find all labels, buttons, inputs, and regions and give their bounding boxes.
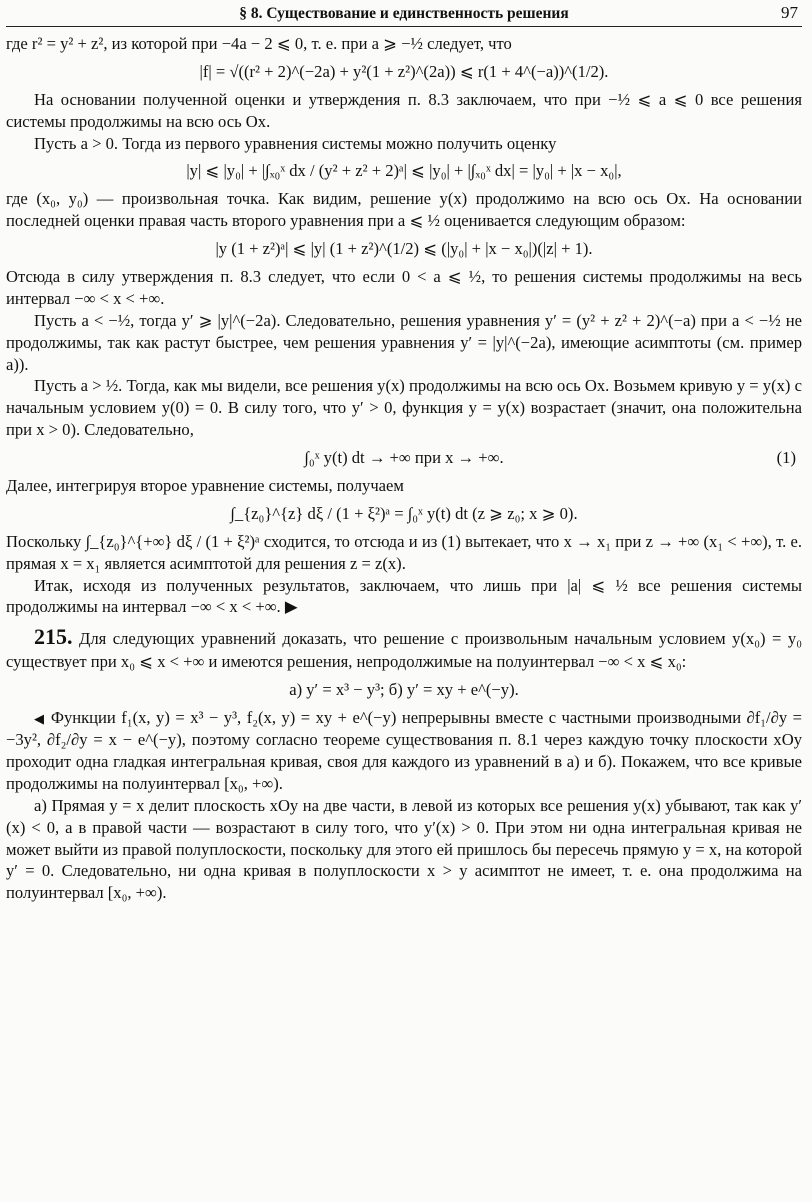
running-header: [6, 0, 802, 27]
page-number: 97: [781, 3, 798, 22]
solution-text: Функции f₁(x, y) = x³ − y³, f₂(x, y) = xy + e^(−y) непрерывны вместе с частными производными ∂f₁/∂y = −3y², ∂f₂/∂y = x − e^(−y), поэтому согласно теореме существования п. 8.1 через каждую точку плоскости xOy проходит одна гладкая интегральная кривая, своя для каждого из уравнений в а) и б). Покажем, что все кривые продолжимы на полуинтервал [x₀, +∞).: [6, 708, 803, 793]
paragraph: Далее, интегрируя второе уравнение системы, получаем: [6, 476, 404, 496]
solution-paragraph: [6, 707, 802, 795]
formula-f-estimate: |f| = √((r² + 2)^(−2a) + y²(1 + z²)^(2a)) ⩽ r(1 + 4^(−a))^(1/2).: [199, 61, 609, 81]
paragraph: Итак, исходя из полученных результатов, заключаем, что лишь при |a| ⩽ ½ все решения системы продолжимы на интервал −∞ < x < +∞. ▶: [6, 575, 802, 617]
problem-text: Для следующих уравнений доказать, что решение с произвольным начальным условием y(x₀) = y₀ существует при x₀ ⩽ x < +∞ и имеются решения, непродолжимые на полуинтервал −∞ < x ⩽ x₀:: [6, 629, 803, 672]
section-title: § 8. Существование и единственность решения: [239, 5, 569, 22]
formula-integral-divergence: ∫₀ˣ y(t) dt → +∞ при x → +∞.: [304, 448, 504, 468]
formula-y-estimate: |y| ⩽ |y₀| + |∫ₓ₀ˣ dx / (y² + z² + 2)ᵃ| ⩽ |y₀| + |∫ₓ₀ˣ dx| = |y₀| + |x − x₀|,: [186, 161, 622, 181]
paragraph: а) Прямая y = x делит плоскость xOy на две части, в левой из которых все решения y(x) убывают, так как y′(x) < 0, а в правой части — возрастают в силу того, что y′(x) > 0. При этом ни одна интегральная кривая не может выйти из правой полуплоскости, поскольку для этого ей пришлось бы пересечь прямую y = x, на которой y′ = 0. Следовательно, ни одна кривая в полуплоскости x > y асимптот не имеет, т. е. она продолжима на полуинтервал [x₀, +∞).: [6, 795, 802, 903]
paragraph: Пусть a < −½, тогда y′ ⩾ |y|^(−2a). Следовательно, решения уравнения y′ = (y² + z² + 2)^(−a) при a < −½ не продолжимы, так как растут быстрее, чем решения уравнения y′ = |y|^(−2a), имеющие асимптоты (см. пример a)).: [6, 310, 802, 374]
problem-statement: [6, 622, 802, 673]
formula-rhs-estimate: |y (1 + z²)ᵃ| ⩽ |y| (1 + z²)^(1/2) ⩽ (|y₀| + |x − x₀|)(|z| + 1).: [215, 239, 593, 259]
formula-numbered: [6, 447, 802, 469]
text-line: где r² = y² + z², из которой при −4a − 2 ⩽ 0, т. е. при a ⩾ −½ следует, что: [6, 34, 512, 53]
formula-integral-equality: ∫_{z₀}^{z} dξ / (1 + ξ²)ᵃ = ∫₀ˣ y(t) dt (z ⩾ z₀; x ⩾ 0).: [230, 503, 578, 523]
paragraph: Отсюда в силу утверждения п. 8.3 следует, что если 0 < a ⩽ ½, то решения системы продолжимы на весь интервал −∞ < x < +∞.: [6, 267, 802, 308]
paragraph: где (x₀, y₀) — произвольная точка. Как видим, решение y(x) продолжимо на всю ось Ox. На основании последней оценки правая часть второго уравнения при a ⩽ ½ оценивается следующим образом:: [6, 189, 802, 231]
problem-number: 215.: [34, 624, 73, 650]
paragraph: Пусть a > ½. Тогда, как мы видели, все решения y(x) продолжимы на всю ось Ox. Возьмем кривую y = y(x) с начальным условием y(0) = 0. В силу того, что y′ > 0, функция y = y(x) возрастает (значит, она положительна при x > 0). Следовательно,: [6, 376, 802, 440]
paragraph: Поскольку ∫_{z₀}^{+∞} dξ / (1 + ξ²)ᵃ сходится, то отсюда и из (1) вытекает, что x → x₁ при z → +∞ (x₁ < +∞), т. е. прямая x = x₁ является асимптотой для решения z = z(x).: [6, 531, 802, 573]
equation-number: (1): [776, 448, 796, 468]
solution-start-marker: ◀: [34, 711, 46, 727]
formula-equations: а) y′ = x³ − y³; б) y′ = xy + e^(−y).: [289, 680, 519, 700]
paragraph: На основании полученной оценки и утверждения п. 8.3 заключаем, что при −½ ⩽ a ⩽ 0 все решения системы продолжимы на всю ось Ox.: [6, 89, 802, 131]
paragraph: Пусть a > 0. Тогда из первого уравнения системы можно получить оценку: [34, 133, 557, 153]
